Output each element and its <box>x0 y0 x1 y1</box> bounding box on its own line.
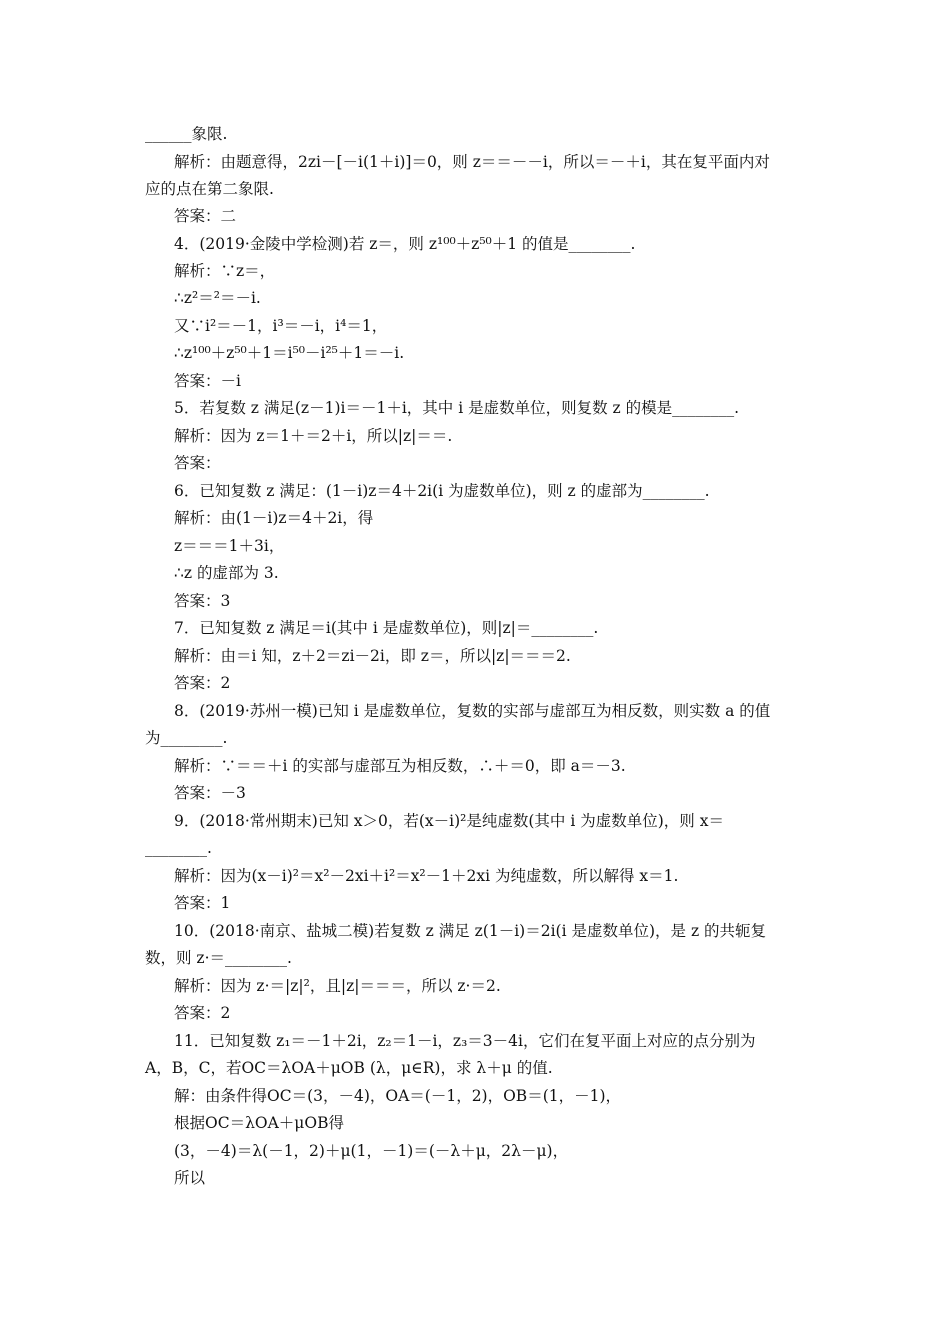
text-line: 解析：∵＝＝＋i 的实部与虚部互为相反数，∴＋＝0，即 a＝－3. <box>174 757 626 775</box>
text-line: 答案： <box>174 454 221 472</box>
text-line: 11．已知复数 z₁＝－1＋2i，z₂＝1－i，z₃＝3－4i，它们在复平面上对应的点分别为 <box>174 1032 756 1050</box>
text-line: 答案：3 <box>174 592 231 610</box>
text-line: 解析：由＝i 知，z＋2＝zi－2i，即 z＝，所以|z|＝＝＝2. <box>174 647 571 665</box>
text-line: 答案：1 <box>174 894 231 912</box>
text-line: 9．(2018·常州期末)已知 x＞0，若(x－i)²是纯虚数(其中 i 为虚数单位)，则 x＝ <box>174 812 724 830</box>
text-line: 解析：因为 z·＝|z|²，且|z|＝＝＝，所以 z·＝2. <box>174 977 501 995</box>
text-line: ∴z²＝²＝－i. <box>174 289 261 307</box>
text-line: 答案：－i <box>174 372 241 390</box>
text-line: 5．若复数 z 满足(z－1)i＝－1＋i，其中 i 是虚数单位，则复数 z 的模是________. <box>174 399 740 417</box>
text-line: A，B，C，若OC＝λOA＋μOB (λ，μ∈R)，求 λ＋μ 的值. <box>145 1059 553 1077</box>
text-line: 解析：由(1－i)z＝4＋2i，得 <box>174 509 374 527</box>
text-line: 所以 <box>174 1169 206 1187</box>
text-line: ∴z¹⁰⁰＋z⁵⁰＋1＝i⁵⁰－i²⁵＋1＝－i. <box>174 344 405 362</box>
text-line: 答案：2 <box>174 1004 231 1022</box>
text-line: 根据OC＝λOA＋μOB得 <box>174 1114 344 1132</box>
text-line: 8．(2019·苏州一模)已知 i 是虚数单位，复数的实部与虚部互为相反数，则实数 a 的值 <box>174 702 771 720</box>
text-line: 答案：二 <box>174 207 237 225</box>
text-line: (3，－4)＝λ(－1，2)＋μ(1，－1)＝(－λ＋μ，2λ－μ)， <box>174 1142 569 1160</box>
text-line: 应的点在第二象限. <box>145 180 274 198</box>
text-line: 解析：∵z＝， <box>174 262 276 280</box>
text-line: ________. <box>145 839 212 857</box>
text-line: 解析：因为 z＝1＋＝2＋i，所以|z|＝＝. <box>174 427 453 445</box>
text-line: 7．已知复数 z 满足＝i(其中 i 是虚数单位)，则|z|＝________. <box>174 619 599 637</box>
text-line: z＝＝＝1＋3i， <box>174 537 285 555</box>
text-line: 解析：因为(x－i)²＝x²－2xi＋i²＝x²－1＋2xi 为纯虚数，所以解得 x＝1. <box>174 867 679 885</box>
text-line: 解析：由题意得，2zi－[－i(1＋i)]＝0，则 z＝＝－－i，所以＝－＋i，其在复平面内对 <box>174 153 770 171</box>
text-line: 为________. <box>145 729 228 747</box>
text-line: ∴z 的虚部为 3. <box>174 564 279 582</box>
text-line: 4．(2019·金陵中学检测)若 z＝，则 z¹⁰⁰＋z⁵⁰＋1 的值是________. <box>174 235 636 253</box>
text-line: 数，则 z·＝________. <box>145 949 292 967</box>
text-line: 答案：2 <box>174 674 231 692</box>
text-line: 答案：－3 <box>174 784 246 802</box>
text-line: 10．(2018·南京、盐城二模)若复数 z 满足 z(1－i)＝2i(i 是虚数单位)，是 z 的共轭复 <box>174 922 767 940</box>
text-line: 又∵i²＝－1，i³＝－i，i⁴＝1， <box>174 317 388 335</box>
text-line: 6．已知复数 z 满足：(1－i)z＝4＋2i(i 为虚数单位)，则 z 的虚部为________. <box>174 482 710 500</box>
text-line: ______象限. <box>145 125 228 143</box>
text-line: 解：由条件得OC＝(3，－4)，OA＝(－1，2)，OB＝(1，－1)， <box>174 1087 622 1105</box>
